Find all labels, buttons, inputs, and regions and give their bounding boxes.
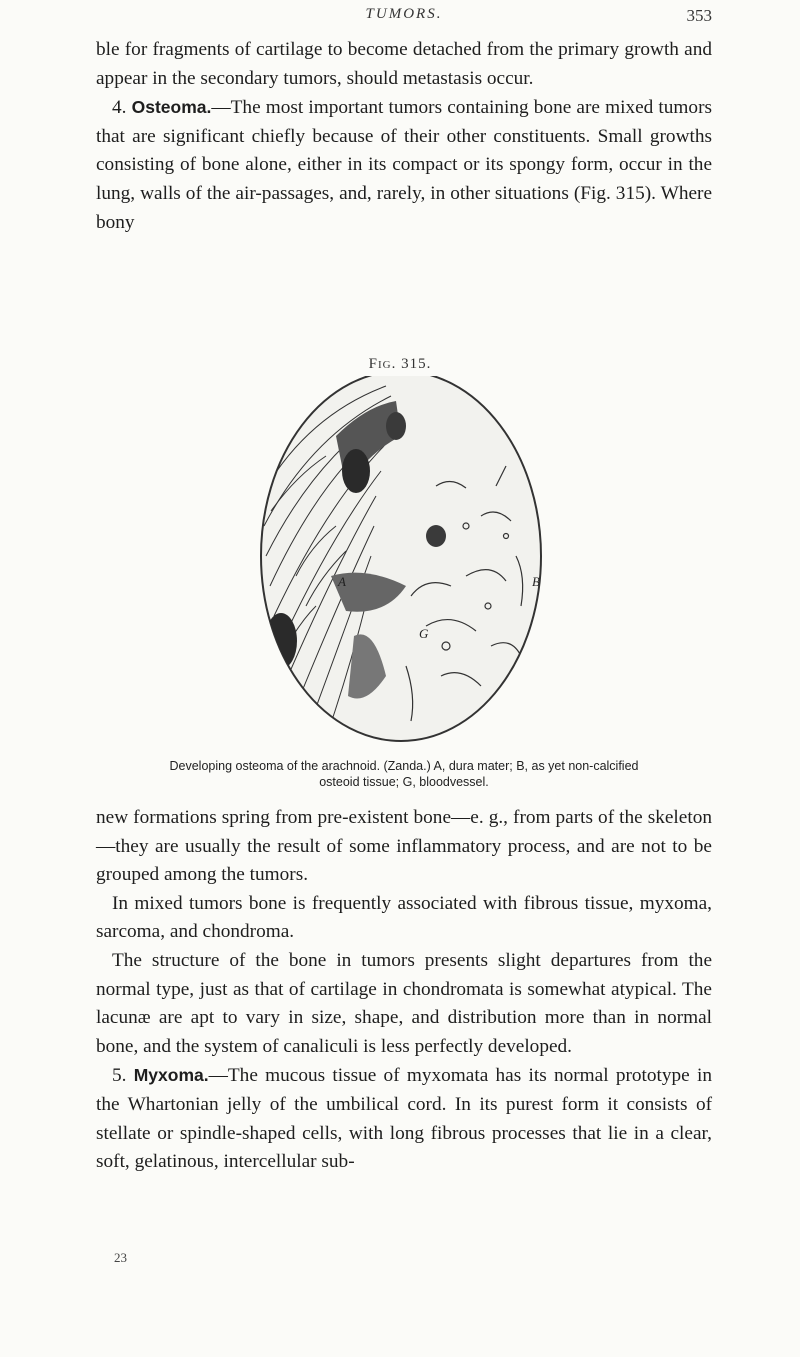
- page-number: 353: [686, 6, 712, 25]
- top-text-block: [96, 36, 712, 237]
- section-number: 4.: [112, 97, 127, 119]
- section-title-osteoma: Osteoma.: [131, 97, 212, 118]
- page-header: [96, 6, 712, 30]
- section-title-myxoma: Myxoma.: [133, 1065, 209, 1086]
- paragraph-cartilage-continuation: ble for fragments of cartilage to become detached from the primary growth and appear in the secondary tumors, should metastasis occur.: [96, 39, 712, 89]
- figure-letter-g: G: [419, 626, 429, 641]
- figure-letter-a: A: [338, 574, 346, 589]
- paragraph-osteoma: [96, 93, 712, 237]
- paragraph-new-formations: new formations spring from pre-existent bone—e. g., from parts of the skeleton—they are usually the result of some inflammatory process, and are not to be grouped among the tumors.: [96, 807, 712, 886]
- section-number: 5.: [112, 1065, 127, 1087]
- figure-osteoma-illustration: [236, 376, 566, 756]
- osteoma-drawing: [236, 376, 566, 756]
- figure-letter-b: B: [532, 574, 540, 589]
- myxoma-body: —The mucous tissue of myxomata has its normal prototype in the Whartonian jelly of the umbilical cord. In its purest form it consists of stellate or spindle-shaped cells, with long fibrous processes that lie in a clear, soft, gelatinous, intercellular sub-: [96, 1065, 712, 1173]
- running-title: TUMORS.: [365, 6, 443, 22]
- figure-label: Fig. 315.: [368, 356, 432, 372]
- printer-signature: 23: [114, 1250, 127, 1265]
- caption-line-2: osteoid tissue; G, bloodvessel.: [319, 775, 489, 789]
- paragraph-myxoma: [96, 1061, 712, 1176]
- paragraph-mixed-tumors: In mixed tumors bone is frequently associated with fibrous tissue, myxoma, sarcoma, and chondroma.: [96, 892, 712, 943]
- osteoma-body: —The most important tumors containing bone are mixed tumors that are significant chiefly because of their other constituents. Small growths consisting of bone alone, either in its compact or its spongy form, occur in the lung, walls of the air-passages, and, rarely, in other situations (Fig. 315). Where bony: [96, 97, 712, 233]
- caption-line-1: Developing osteoma of the arachnoid. (Zanda.) A, dura mater; B, as yet non-calcified: [169, 759, 639, 773]
- figure-caption: [96, 758, 712, 790]
- bottom-text-block: [96, 804, 712, 1177]
- paragraph-bone-structure: The structure of the bone in tumors presents slight departures from the normal type, just as that of cartilage in chondromata is somewhat atypical. The lacunæ are apt to vary in size, shape, and distribution more than in normal bone, and the system of canaliculi is less perfectly developed.: [96, 949, 712, 1057]
